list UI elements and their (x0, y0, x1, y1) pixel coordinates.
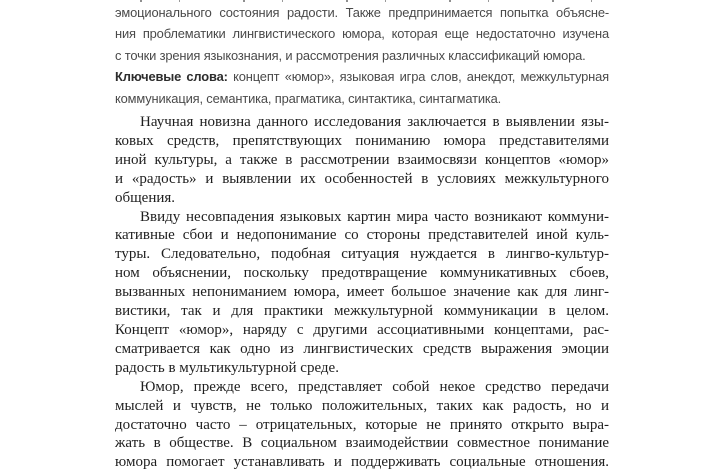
keywords-line (115, 66, 609, 87)
text-line: иной культуры, а также в рассмотрении взаимосвязи концептов «юмор» (115, 151, 609, 168)
text-line: с точки зрения языкознания, и рассмотрения различных классификаций юмора. (115, 47, 586, 63)
text-line: Ввиду несовпадения языковых картин мира часто возникают коммуни- (140, 208, 609, 225)
text-line: ния проблематики лингвистического юмора, которая еще недостаточно изучена (115, 26, 609, 42)
text-line: Научная новизна данного исследования заключается в выявлении язы- (140, 114, 609, 130)
keywords-label: Ключевые слова: (115, 69, 228, 85)
text-line: радость в мультикультурной среде. (115, 359, 339, 376)
text-line: вистики, так и для практики межкультурной коммуникации в целом. (115, 303, 609, 320)
text-line: кативные сбои и недопонимание со стороны представителей иной куль- (115, 227, 609, 244)
paragraph-humor-definition (115, 378, 609, 470)
text-line: мыслей и чувств, не только положительных, таких как радость, но и (115, 397, 609, 414)
text-line: юмора помогает устанавливать и поддерживать социальные отношения. (115, 454, 609, 470)
text-line: жать в обществе. В социальном взаимодействии совместное понимание (115, 435, 609, 452)
text-line: сматривается как одно из лингвистических средств выражения эмоции (115, 340, 609, 357)
text-line: Юмор, прежде всего, представляет собой некое средство передачи (140, 378, 609, 395)
text-line: Концепт «юмор», наряду с другими ассоциативными концептами, рас- (115, 321, 609, 338)
text-line: достаточно часто – отрицательных, которые не принято открыто выра- (115, 416, 609, 433)
text-line: эмоционального состояния радости. Также предпринимается попытка объясне- (115, 5, 609, 20)
abstract-continuation (115, 2, 609, 66)
article-body (115, 113, 609, 470)
text-line: ном объяснении, поскольку предотвращение коммуникативных сбоев, (115, 265, 609, 282)
keywords-text: концепт «юмор», языковая игра слов, анекдот, межкультурная (227, 69, 609, 85)
text-line: общения. (115, 189, 176, 206)
text-line: и «радость» и выявлении их особенностей в условиях межкультурного (115, 170, 609, 187)
text-line: вызванных непониманием юмора, имеет большое значение как для линг- (115, 284, 609, 301)
text-line: ковых средств, препятствующих пониманию юмора представителями (115, 132, 609, 149)
keywords-line-2: коммуникация, семантика, прагматика, синтактика, синтагматика. (115, 90, 502, 106)
text-line: туры. Следовательно, подобная ситуация нуждается в лингво-культур- (115, 246, 609, 263)
abstract-section (115, 2, 609, 109)
paragraph-novelty (115, 113, 609, 208)
paragraph-language-pictures (115, 208, 609, 378)
